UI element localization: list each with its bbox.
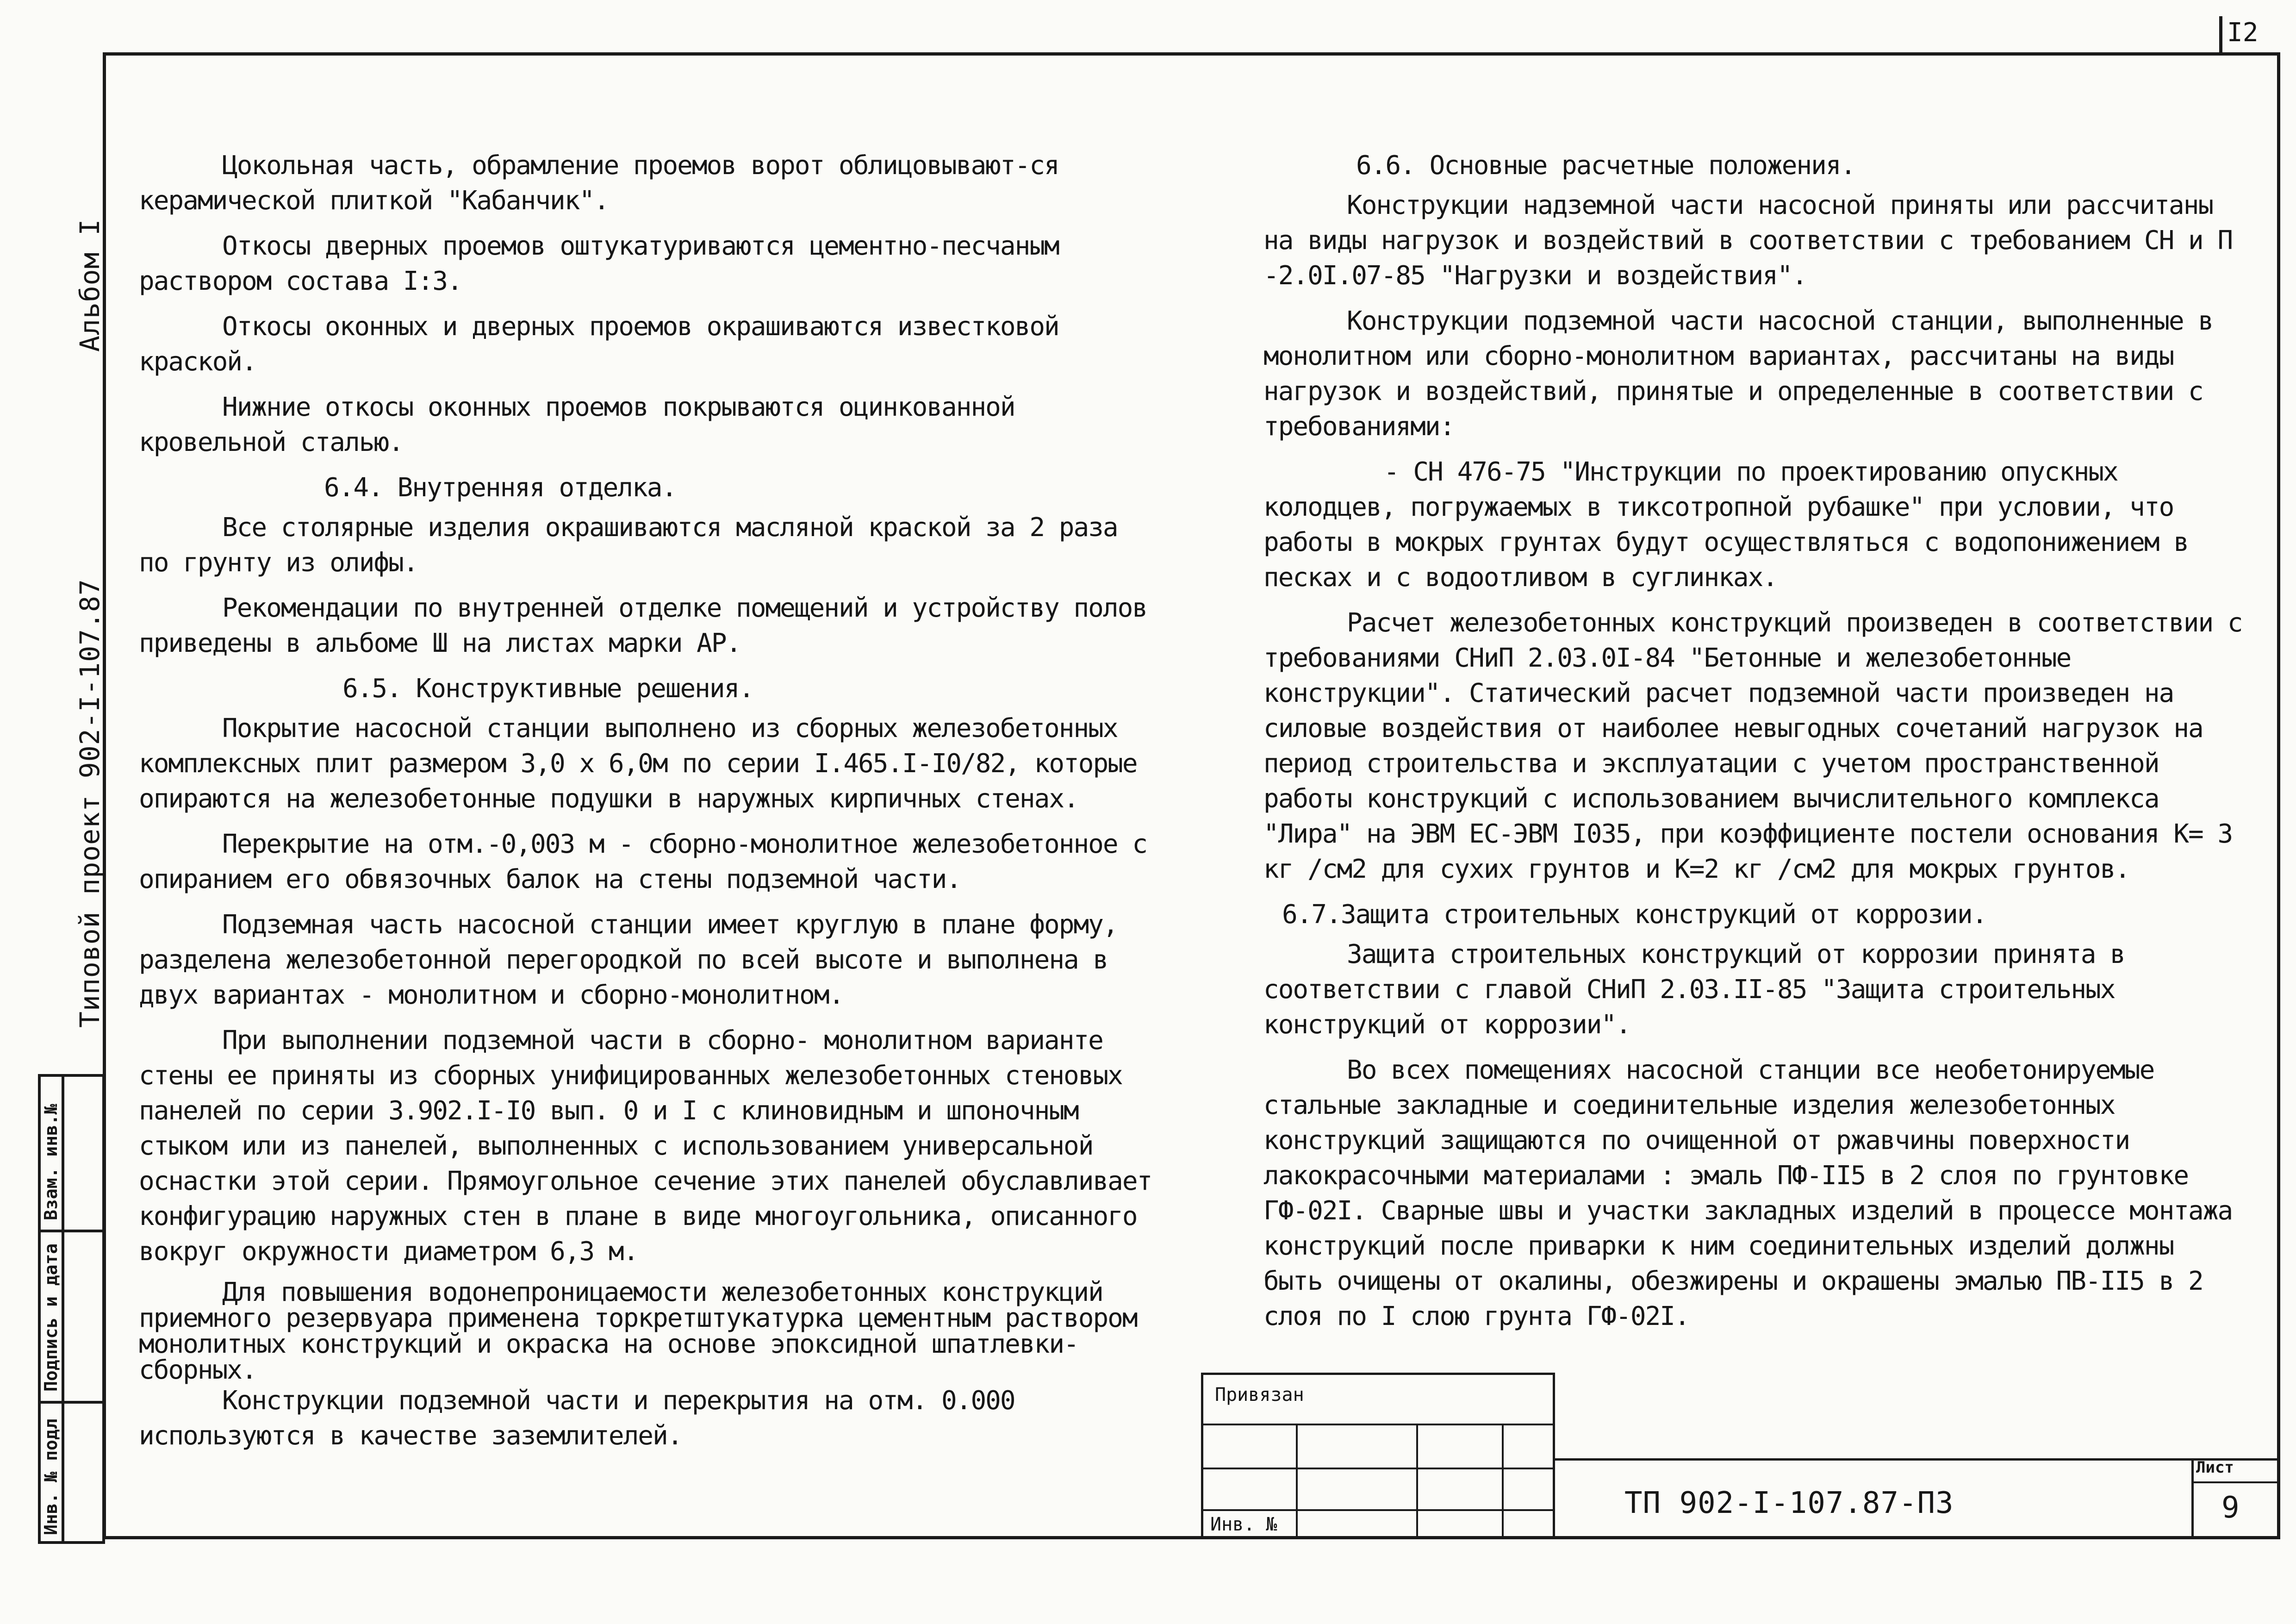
album-label: Альбом I [74,219,106,352]
stamp-label-original-inv: Инв. № подл [41,1418,61,1535]
paragraph: Все столярные изделия окрашиваются масляной краской за 2 раза по грунту из олифы. [139,512,1118,578]
side-stamp [38,1074,105,1544]
title-block-border [1296,1424,1298,1539]
stamp-divider [62,1077,64,1541]
linked-label: Привязан [1215,1384,1304,1405]
section-heading: 6.7.Защита строительных конструкций от коррозии. [1282,899,1987,930]
document-code: ТП 902-I-107.87-П3 [1624,1486,1954,1520]
paragraph: Для повышения водонепроницаемости железобетонных конструкций приемного резервуара применена торкретштукатурка цементным раствором монолитных конструкций и окраска на основе эпоксидной шпатлевки-сборных. [139,1277,1137,1385]
left-text-column [139,148,1157,1464]
stamp-row-line [41,1230,102,1232]
inventory-number-label: Инв. № [1210,1514,1277,1535]
paragraph: Конструкции подземной части и перекрытия на отм. 0.000 используются в качестве заземлителей. [139,1386,1015,1451]
paragraph: Откосы оконных и дверных проемов окрашиваются известковой краской. [139,312,1059,377]
section-heading: 6.4. Внутренняя отделка. [324,473,677,503]
sheet-number: 9 [2221,1491,2240,1525]
project-label: Типовой проект 902-I-107.87 [74,579,106,1028]
title-block-border [1201,1373,1553,1375]
paragraph: Защита строительных конструкций от коррозии принята в соответствии с главой СНиП 2.03.II-85 "Защита строительных конструкций от коррозии". [1263,939,2125,1040]
list-item: - СН 476-75 "Инструкции по проектированию опускных колодцев, погружаемых в тиксотропной рубашке" при условии, что работы в мокрых грунтах будут осуществляться с водопонижением в песках и с водоотливом в суглинках. [1263,457,2189,593]
paragraph: Рекомендации по внутренней отделке помещений и устройству полов приведены в альбоме Ш на листах марки АР. [139,593,1147,658]
title-block-border [1201,1468,1553,1469]
paragraph: Перекрытие на отм.-0,003 м - сборно-монолитное железобетонное с опиранием его обвязочных балок на стены подземной части. [139,829,1147,894]
stamp-label-signature-date: Подпись и дата [41,1243,61,1392]
title-block-border [2191,1481,2280,1483]
paragraph: Расчет железобетонных конструкций произведен в соответствии с требованиями СНиП 2.03.0I-84 "Бетонные и железобетонные конструкции". Статический расчет подземной части произведен на силовые воздействия от наиболее невыгодных сочетаний нагрузок на период строительства и эксплуатации с учетом пространственной работы конструкций с использованием вычислительного комплекса "Лира" на ЭВМ ЕС-ЭВМ I035, при коэффициенте постели основания К= 3 кг /см2 для сухих грунтов и К=2 кг /см2 для мокрых грунтов. [1263,608,2242,884]
paragraph: Конструкции надземной части насосной приняты или рассчитаны на виды нагрузок и воздействий в соответствии с требованием СН и П -2.0I.07-85 "Нагрузки и воздействия". [1263,190,2233,291]
title-block-border [1201,1373,1203,1539]
section-heading: 6.5. Конструктивные решения. [342,674,754,704]
sheet-label: Лист [2196,1458,2234,1477]
corner-page-number-divider [2219,16,2222,52]
title-block-border [2191,1458,2194,1539]
section-heading: 6.6. Основные расчетные положения. [1356,150,1855,181]
title-block-border [1201,1424,1553,1425]
paragraph: Нижние откосы оконных проемов покрываются оцинкованной кровельной сталью. [139,392,1015,457]
paragraph: Подземная часть насосной станции имеет круглую в плане форму, разделена железобетонной перегородкой по всей высоте и выполнена в двух вариантах - монолитном и сборно-монолитном. [139,910,1118,1010]
paragraph: Во всех помещениях насосной станции все необетонируемые стальные закладные и соединительные изделия железобетонных конструкций защищаются по очищенной от ржавчины поверхности лакокрасочными материалами : эмаль ПФ-II5 в 2 слоя по грунтовке ГФ-02I. Сварные швы и участки закладных изделий в процессе монтажа конструкций после приварки к ним соединительных изделий должны быть очищены от окалины, обезжирены и окрашены эмалью ПВ-II5 в 2 слоя по I слою грунта ГФ-02I. [1263,1055,2233,1331]
album-label-wrap [74,219,106,352]
title-block-border [1553,1373,1555,1539]
right-text-column [1263,148,2245,1344]
stamp-row-line [41,1401,102,1404]
project-label-wrap [74,579,106,1028]
paragraph: Покрытие насосной станции выполнено из сборных железобетонных комплексных плит размером 3,0 х 6,0м по серии I.465.I-I0/82, которые опираются на железобетонные подушки в наружных кирпичных стенах. [139,713,1137,814]
title-block-border [1502,1424,1504,1539]
paragraph: При выполнении подземной части в сборно- монолитном варианте стены ее приняты из сборных унифицированных железобетонных стеновых панелей по серии 3.902.I-I0 вып. 0 и I с клиновидным и шпоночным стыком или из панелей, выполненных с использованием универсальной оснастки этой серии. Прямоугольное сечение этих панелей обуславливает конфигурацию наружных стен в плане в виде многоугольника, описанного вокруг окружности диаметром 6,3 м. [139,1025,1152,1267]
corner-page-number: I2 [2227,18,2259,48]
paragraph: Цокольная часть, обрамление проемов ворот облицовывают-ся керамической плиткой "Кабанчик". [139,150,1059,216]
title-block-border [1553,1458,2280,1461]
stamp-label-replaced-inv: Взам. инв.№ [41,1104,61,1220]
title-block-border [1201,1509,1553,1511]
paragraph: Откосы дверных проемов оштукатуриваются цементно-песчаным раствором состава I:3. [139,231,1059,296]
paragraph: Конструкции подземной части насосной станции, выполненные в монолитном или сборно-монолитном вариантах, рассчитаны на виды нагрузок и воздействий, принятые и определенные в соответствии с требованиями: [1263,306,2213,442]
title-block-border [1416,1424,1418,1539]
